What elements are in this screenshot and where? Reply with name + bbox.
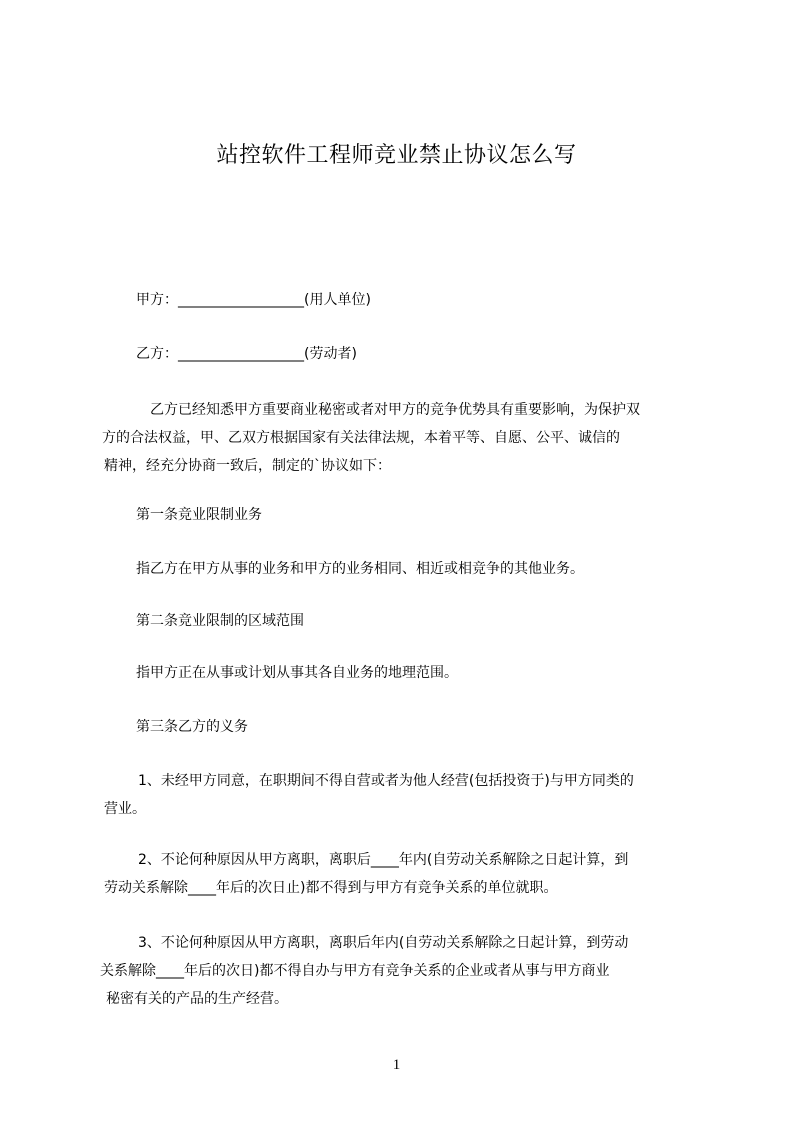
clause-1-line-1: 1、未经甲方同意，在职期间不得自营或者为他人经营(包括投资于)与甲方同类的 xyxy=(138,773,634,789)
clause-1-line-2: 营业。 xyxy=(104,801,146,817)
clause-1 xyxy=(104,767,704,823)
clause-3 xyxy=(100,929,704,1013)
page-number: 1 xyxy=(392,1057,401,1073)
intro-line-2: 方的合法权益，甲、乙双方根据国家有关法律法规，本着平等、自愿、公平、诚信的 xyxy=(102,430,620,446)
intro-paragraph xyxy=(102,396,722,480)
clause-2-line-1: 2、不论何种原因从甲方离职，离职后____年内(自劳动关系解除之日起计算，到 xyxy=(138,852,629,868)
article-1-title: 第一条竞业限制业务 xyxy=(136,507,262,523)
party-b-line: 乙方：__________________(劳动者) xyxy=(136,346,357,362)
intro-line-3: 精神，经充分协商一致后，制定的`协议如下： xyxy=(104,458,391,474)
clause-3-line-2: 关系解除____年后的次日)都不得自办与甲方有竞争关系的企业或者从事与甲方商业 xyxy=(100,963,610,979)
article-2-title: 第二条竞业限制的区域范围 xyxy=(136,613,304,629)
clause-2-line-2: 劳动关系解除____年后的次日止)都不得到与甲方有竞争关系的单位就职。 xyxy=(104,880,558,896)
article-2-body: 指甲方正在从事或计划从事其各自业务的地理范围。 xyxy=(136,665,458,681)
clause-3-line-3: 秘密有关的产品的生产经营。 xyxy=(106,991,288,1007)
intro-line-1: 乙方已经知悉甲方重要商业秘密或者对甲方的竞争优势具有重要影响，为保护双 xyxy=(136,402,640,418)
clause-3-line-1: 3、不论何种原因从甲方离职，离职后年内(自劳动关系解除之日起计算，到劳动 xyxy=(138,935,629,951)
article-1-body: 指乙方在甲方从事的业务和甲方的业务相同、相近或相竞争的其他业务。 xyxy=(136,561,584,577)
clause-2 xyxy=(104,846,704,902)
document-title: 站控软件工程师竞业禁止协议怎么写 xyxy=(216,143,577,168)
party-a-line: 甲方：__________________(用人单位) xyxy=(136,292,371,308)
article-3-title: 第三条乙方的义务 xyxy=(136,719,248,735)
